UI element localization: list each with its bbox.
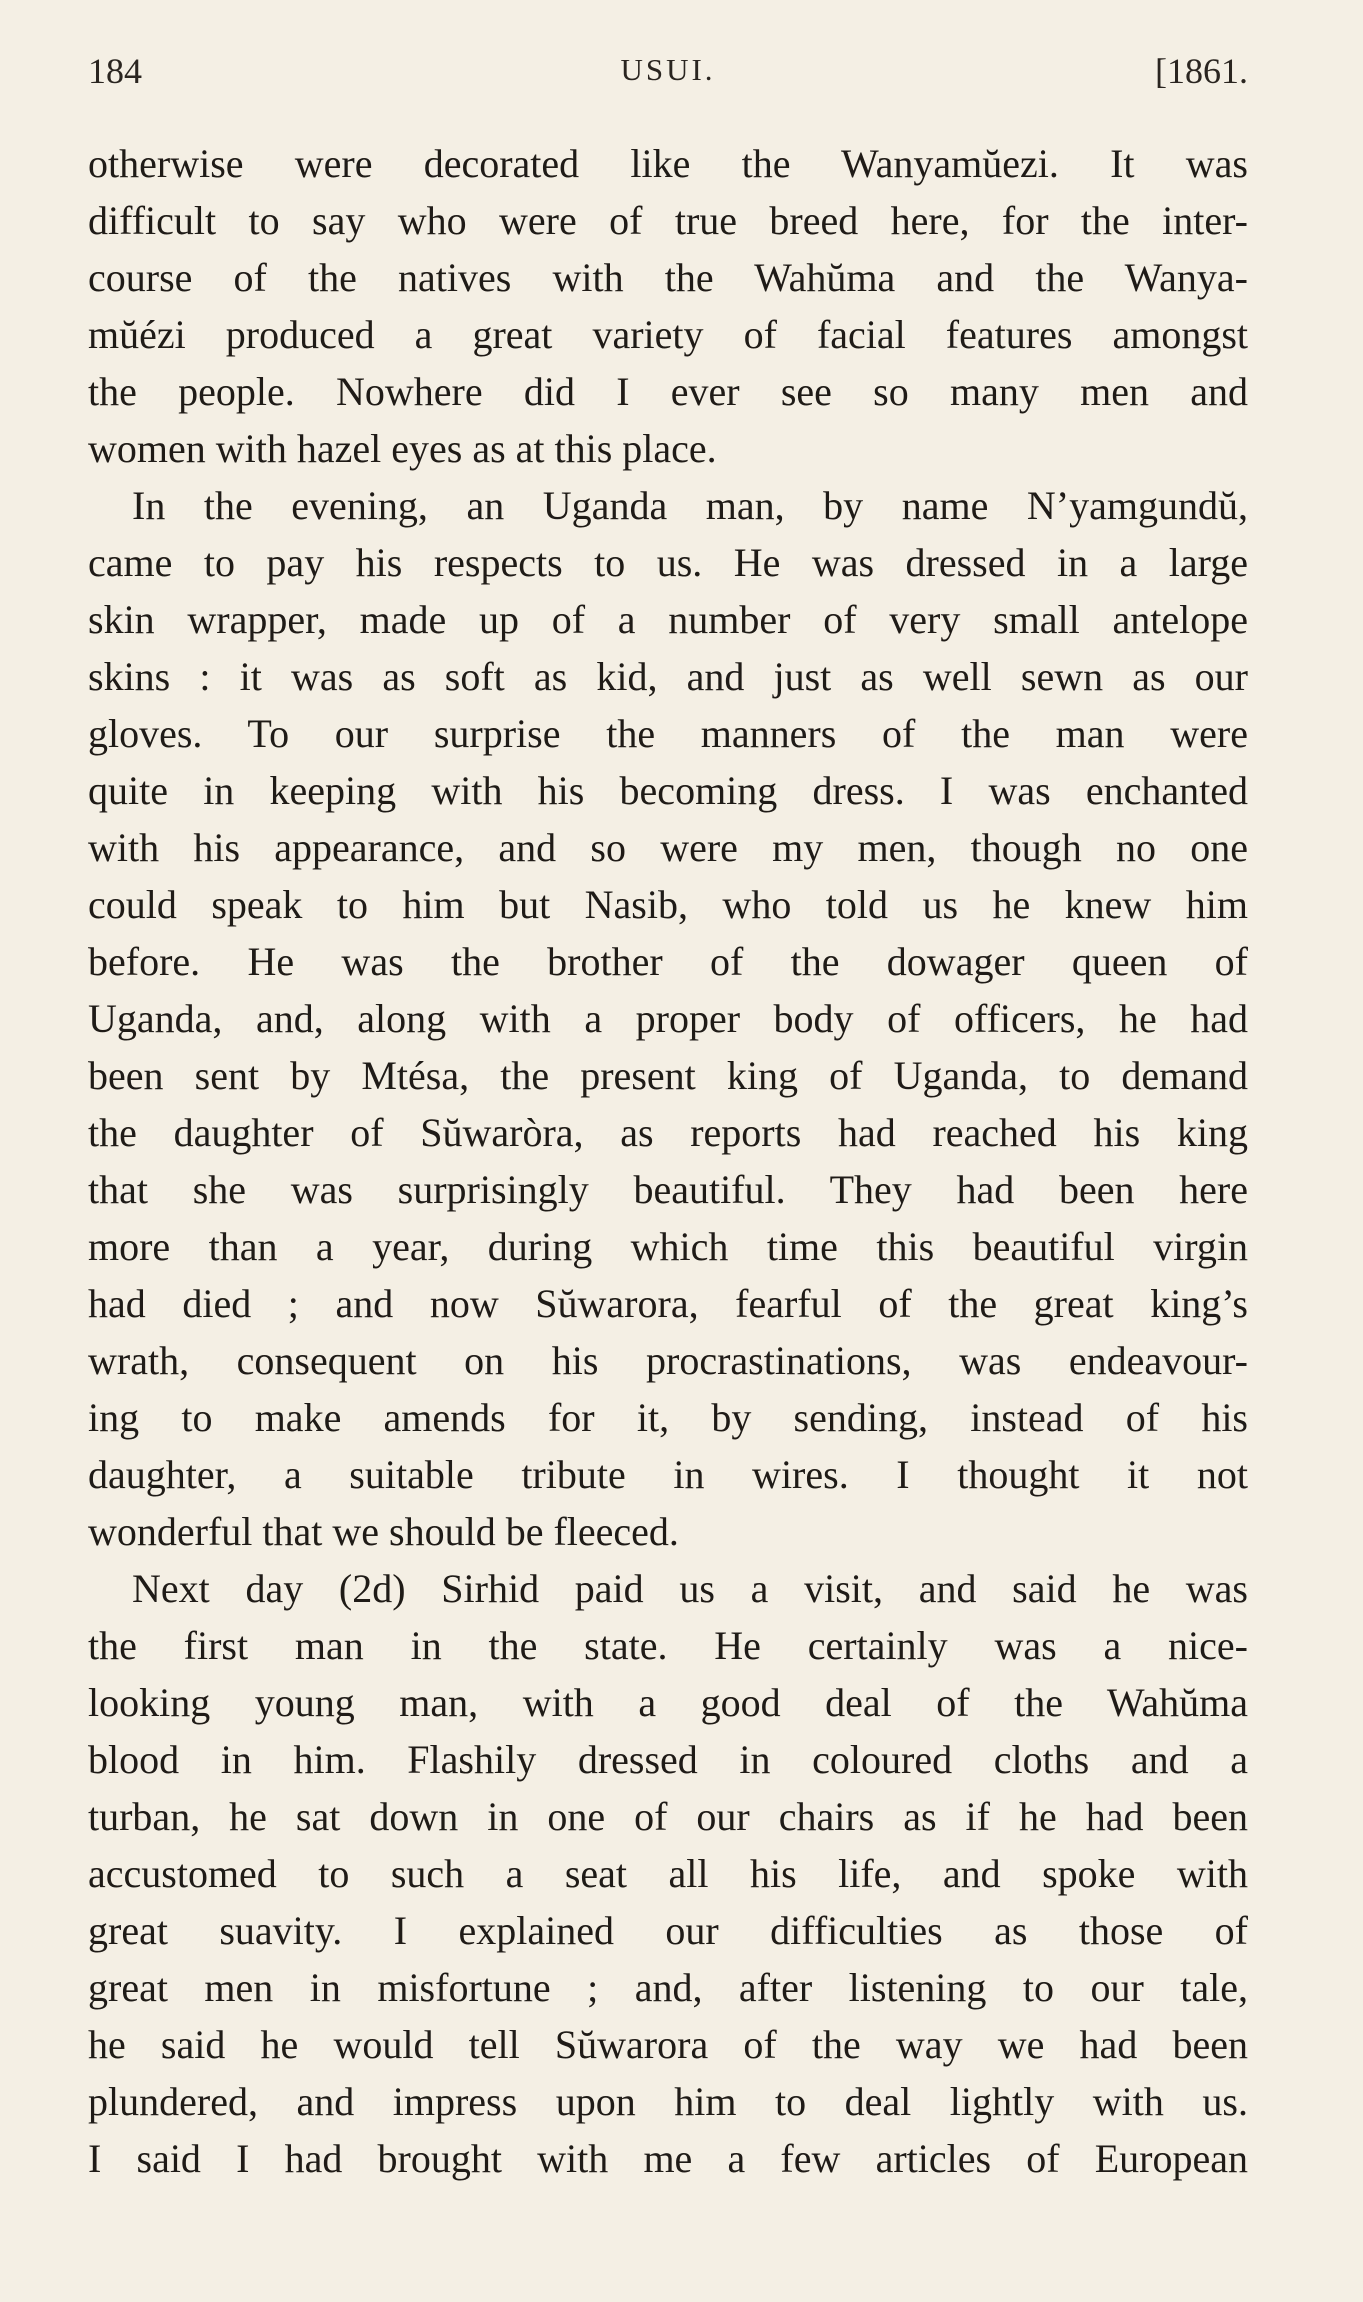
- text-line: mŭézi produced a great variety of facial features amongst: [88, 312, 1248, 357]
- text-line: the first man in the state. He certainly was a nice-: [88, 1623, 1248, 1668]
- text-line: before. He was the brother of the dowager queen of: [88, 939, 1248, 984]
- text-line: that she was surprisingly beautiful. They had been here: [88, 1167, 1248, 1212]
- text-line: had died ; and now Sŭwarora, fearful of the great king’s: [88, 1281, 1248, 1326]
- body-text: [88, 135, 1248, 2187]
- text-line: with his appearance, and so were my men, though no one: [88, 825, 1248, 870]
- text-line: turban, he sat down in one of our chairs as if he had been: [88, 1794, 1248, 1839]
- text-line: he said he would tell Sŭwarora of the way we had been: [88, 2022, 1248, 2067]
- text-line: ing to make amends for it, by sending, instead of his: [88, 1395, 1248, 1440]
- text-line: In the evening, an Uganda man, by name N’yamgundŭ,: [132, 483, 1248, 528]
- text-line: great suavity. I explained our difficulties as those of: [88, 1908, 1248, 1953]
- text-line: skins : it was as soft as kid, and just as well sewn as our: [88, 654, 1248, 699]
- text-line: Uganda, and, along with a proper body of officers, he had: [88, 996, 1248, 1041]
- year-marker: [1861.: [1155, 51, 1248, 91]
- text-line: wrath, consequent on his procrastinations, was endeavour-: [88, 1338, 1248, 1383]
- text-line: accustomed to such a seat all his life, and spoke with: [88, 1851, 1248, 1896]
- text-line: women with hazel eyes as at this place.: [88, 426, 717, 471]
- running-head: USUI.: [620, 52, 716, 87]
- text-line: could speak to him but Nasib, who told us he knew him: [88, 882, 1248, 927]
- text-line: skin wrapper, made up of a number of very small antelope: [88, 597, 1248, 642]
- text-line: Next day (2d) Sirhid paid us a visit, and said he was: [132, 1566, 1248, 1611]
- page-number: 184: [88, 51, 142, 91]
- text-line: wonderful that we should be fleeced.: [88, 1509, 679, 1554]
- text-line: blood in him. Flashily dressed in coloured cloths and a: [88, 1737, 1248, 1782]
- text-line: plundered, and impress upon him to deal lightly with us.: [88, 2079, 1248, 2124]
- page-header: [88, 44, 1248, 104]
- text-line: gloves. To our surprise the manners of the man were: [88, 711, 1248, 756]
- text-line: the daughter of Sŭwaròra, as reports had reached his king: [88, 1110, 1248, 1155]
- text-line: the people. Nowhere did I ever see so many men and: [88, 369, 1248, 414]
- text-line: came to pay his respects to us. He was dressed in a large: [88, 540, 1248, 585]
- text-line: course of the natives with the Wahŭma and the Wanya-: [88, 255, 1248, 300]
- text-line: great men in misfortune ; and, after listening to our tale,: [88, 1965, 1248, 2010]
- text-line: more than a year, during which time this beautiful virgin: [88, 1224, 1248, 1269]
- text-line: I said I had brought with me a few articles of European: [88, 2136, 1248, 2181]
- text-line: looking young man, with a good deal of the Wahŭma: [88, 1680, 1248, 1725]
- text-line: been sent by Mtésa, the present king of Uganda, to demand: [88, 1053, 1248, 1098]
- text-line: quite in keeping with his becoming dress. I was enchanted: [88, 768, 1248, 813]
- text-line: difficult to say who were of true breed here, for the inter-: [88, 198, 1248, 243]
- text-line: daughter, a suitable tribute in wires. I thought it not: [88, 1452, 1248, 1497]
- text-line: otherwise were decorated like the Wanyamŭezi. It was: [88, 141, 1248, 186]
